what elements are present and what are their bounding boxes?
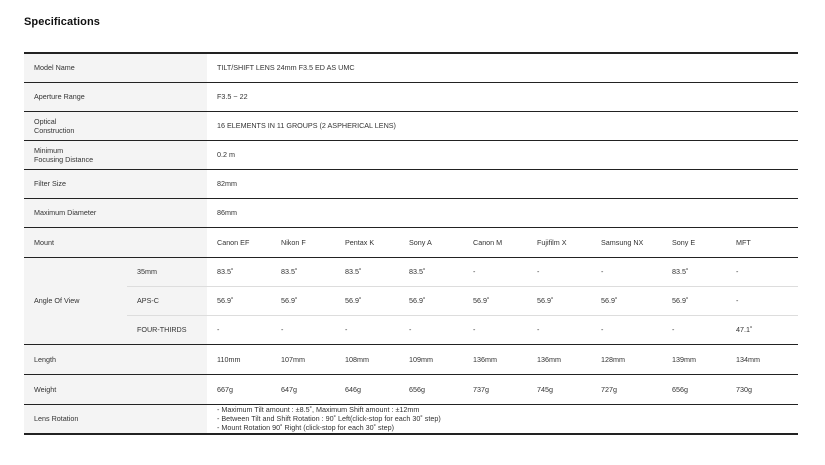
table-cell: 745g	[527, 374, 591, 404]
table-cell: -	[527, 315, 591, 344]
table-cell: -	[527, 257, 591, 286]
table-cell: 83.5˚	[335, 257, 399, 286]
spec-sub-label: APS-C	[127, 286, 207, 315]
spec-row-min-focusing-distance	[24, 140, 798, 169]
spec-value: 82mm	[207, 169, 798, 198]
table-cell: 56.9˚	[271, 286, 335, 315]
table-cell: 737g	[463, 374, 527, 404]
table-cell: 730g	[726, 374, 798, 404]
spec-value: 0.2 m	[207, 140, 798, 169]
table-cell: -	[662, 315, 726, 344]
mount-column-header: Pentax K	[335, 227, 399, 257]
table-cell: 134mm	[726, 344, 798, 374]
spec-value: 86mm	[207, 198, 798, 227]
spec-row-optical-construction	[24, 111, 798, 140]
spec-label: Weight	[24, 374, 207, 404]
spec-row-length	[24, 344, 798, 374]
table-cell: 47.1˚	[726, 315, 798, 344]
spec-value: 16 ELEMENTS IN 11 GROUPS (2 ASPHERICAL LENS)	[207, 111, 798, 140]
table-cell: 56.9˚	[591, 286, 662, 315]
page-title: Specifications	[24, 16, 100, 28]
table-cell: 136mm	[527, 344, 591, 374]
table-cell: 56.9˚	[207, 286, 271, 315]
spec-label: Length	[24, 344, 207, 374]
table-cell: 83.5˚	[271, 257, 335, 286]
spec-value: F3.5 ~ 22	[207, 82, 798, 111]
lens-rotation-line: - Maximum Tilt amount : ±8.5˚, Maximum Shift amount : ±12mm	[217, 405, 420, 415]
spec-label	[24, 111, 207, 140]
spec-label-line: Optical	[34, 116, 57, 126]
spec-row-lens-rotation	[24, 404, 798, 434]
specifications-table	[24, 52, 798, 435]
spec-row-mount	[24, 227, 798, 257]
table-cell: -	[726, 286, 798, 315]
spec-row-weight	[24, 374, 798, 404]
table-cell: -	[463, 257, 527, 286]
spec-label: Aperture Range	[24, 82, 207, 111]
spec-row-model-name	[24, 53, 798, 82]
table-cell: 656g	[662, 374, 726, 404]
table-cell: 83.5˚	[207, 257, 271, 286]
table-cell: 646g	[335, 374, 399, 404]
table-cell: 83.5˚	[662, 257, 726, 286]
table-cell: 110mm	[207, 344, 271, 374]
spec-row-max-diameter	[24, 198, 798, 227]
mount-column-header: Sony A	[399, 227, 463, 257]
table-cell: -	[591, 257, 662, 286]
table-cell: 647g	[271, 374, 335, 404]
mount-column-header: Sony E	[662, 227, 726, 257]
spec-label: Lens Rotation	[24, 404, 207, 434]
table-cell: 139mm	[662, 344, 726, 374]
table-cell: 109mm	[399, 344, 463, 374]
table-cell: -	[591, 315, 662, 344]
spec-row-angle-aps-c	[24, 286, 798, 315]
spec-label: Mount	[24, 227, 207, 257]
table-cell: 56.9˚	[399, 286, 463, 315]
table-cell: -	[207, 315, 271, 344]
spec-row-aperture-range	[24, 82, 798, 111]
spec-label: Model Name	[24, 53, 207, 82]
spec-label-line: Construction	[34, 125, 75, 135]
spec-value	[207, 404, 798, 434]
spec-label: Filter Size	[24, 169, 207, 198]
table-cell: 56.9˚	[463, 286, 527, 315]
table-cell: 128mm	[591, 344, 662, 374]
table-cell: 656g	[399, 374, 463, 404]
table-cell: 136mm	[463, 344, 527, 374]
spec-value: TILT/SHIFT LENS 24mm F3.5 ED AS UMC	[207, 53, 798, 82]
spec-row-filter-size	[24, 169, 798, 198]
spec-sub-label: 35mm	[127, 257, 207, 286]
table-cell: -	[726, 257, 798, 286]
table-cell: -	[463, 315, 527, 344]
table-cell: 727g	[591, 374, 662, 404]
mount-column-header: MFT	[726, 227, 798, 257]
table-cell: 56.9˚	[527, 286, 591, 315]
table-cell: -	[335, 315, 399, 344]
spec-row-angle-four-thirds	[24, 315, 798, 344]
table-cell: 56.9˚	[335, 286, 399, 315]
table-cell: 108mm	[335, 344, 399, 374]
spec-label-line: Focusing Distance	[34, 154, 94, 164]
mount-column-header: Canon EF	[207, 227, 271, 257]
mount-column-header: Samsung NX	[591, 227, 662, 257]
spec-row-angle-35mm	[24, 257, 798, 286]
table-cell: 667g	[207, 374, 271, 404]
mount-column-header: Canon M	[463, 227, 527, 257]
spec-label: Angle Of View	[24, 257, 127, 344]
spec-sub-label: FOUR-THIRDS	[127, 315, 207, 344]
table-cell: -	[271, 315, 335, 344]
lens-rotation-line: - Mount Rotation 90˚ Right (click-stop for each 30˚ step)	[217, 423, 394, 433]
mount-column-header: Nikon F	[271, 227, 335, 257]
spec-label	[24, 140, 207, 169]
table-cell: -	[399, 315, 463, 344]
lens-rotation-line: - Between Tilt and Shift Rotation : 90˚ Left(click-stop for each 30˚ step)	[217, 414, 441, 424]
table-cell: 83.5˚	[399, 257, 463, 286]
table-cell: 56.9˚	[662, 286, 726, 315]
spec-label: Maximum Diameter	[24, 198, 207, 227]
spec-label-line: Minimum	[34, 145, 64, 155]
table-cell: 107mm	[271, 344, 335, 374]
mount-column-header: Fujifilm X	[527, 227, 591, 257]
